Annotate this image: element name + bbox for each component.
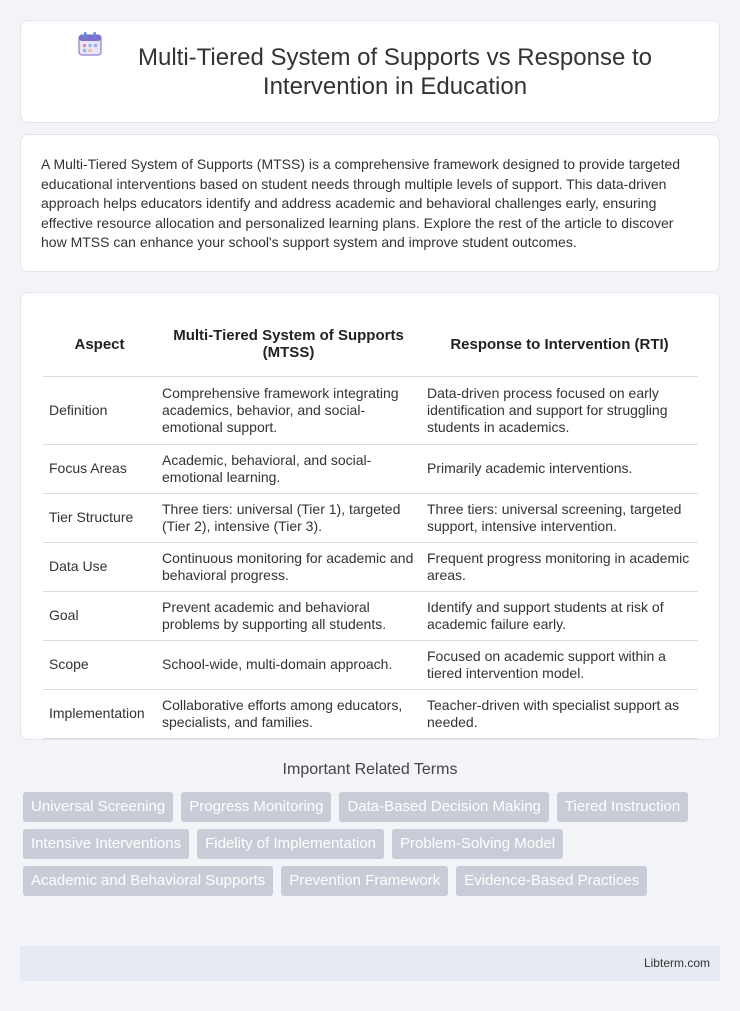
term-tag[interactable]: Prevention Framework (281, 866, 448, 896)
term-tag[interactable]: Fidelity of Implementation (197, 829, 384, 859)
related-terms-list (23, 792, 723, 903)
term-tag[interactable]: Universal Screening (23, 792, 173, 822)
footer-site-link[interactable]: Libterm.com (643, 956, 710, 970)
mtss-cell: Comprehensive framework integrating academics, behavior, and social-emotional support. (156, 376, 421, 444)
table-row (43, 493, 698, 542)
mtss-cell: Three tiers: universal (Tier 1), targeted (Tier 2), intensive (Tier 3). (156, 493, 421, 542)
mtss-cell: Continuous monitoring for academic and behavioral progress. (156, 542, 421, 591)
aspect-cell: Tier Structure (43, 493, 156, 542)
aspect-cell: Goal (43, 591, 156, 640)
page-title: Multi-Tiered System of Supports vs Response to Intervention in Education (138, 43, 652, 100)
calendar-icon (75, 29, 105, 59)
mtss-cell: School-wide, multi-domain approach. (156, 640, 421, 689)
footer (20, 946, 720, 981)
aspect-cell: Scope (43, 640, 156, 689)
table-row (43, 376, 698, 444)
header-aspect: Aspect (43, 313, 156, 376)
term-tag[interactable]: Progress Monitoring (181, 792, 331, 822)
table-row (43, 444, 698, 493)
aspect-cell: Implementation (43, 689, 156, 738)
mtss-cell: Prevent academic and behavioral problems by supporting all students. (156, 591, 421, 640)
rti-cell: Frequent progress monitoring in academic areas. (421, 542, 698, 591)
title-card (20, 20, 720, 123)
table-row (43, 591, 698, 640)
intro-card (20, 134, 720, 272)
header-rti: Response to Intervention (RTI) (421, 313, 698, 376)
table-row (43, 542, 698, 591)
aspect-cell: Focus Areas (43, 444, 156, 493)
aspect-cell: Data Use (43, 542, 156, 591)
rti-cell: Primarily academic interventions. (421, 444, 698, 493)
mtss-cell: Collaborative efforts among educators, specialists, and families. (156, 689, 421, 738)
term-tag[interactable]: Evidence-Based Practices (456, 866, 647, 896)
comparison-card (20, 292, 720, 740)
term-tag[interactable]: Data-Based Decision Making (339, 792, 548, 822)
table-row (43, 640, 698, 689)
aspect-cell: Definition (43, 376, 156, 444)
rti-cell: Data-driven process focused on early identification and support for struggling students in academics. (421, 376, 698, 444)
title-wrap (75, 43, 665, 101)
table-header-row (43, 313, 698, 376)
term-tag[interactable]: Academic and Behavioral Supports (23, 866, 273, 896)
comparison-table (43, 313, 698, 739)
rti-cell: Teacher-driven with specialist support as needed. (421, 689, 698, 738)
header-mtss: Multi-Tiered System of Supports (MTSS) (156, 313, 421, 376)
rti-cell: Identify and support students at risk of academic failure early. (421, 591, 698, 640)
rti-cell: Three tiers: universal screening, targeted support, intensive intervention. (421, 493, 698, 542)
term-tag[interactable]: Intensive Interventions (23, 829, 189, 859)
table-row (43, 689, 698, 738)
rti-cell: Focused on academic support within a tiered intervention model. (421, 640, 698, 689)
mtss-cell: Academic, behavioral, and social-emotional learning. (156, 444, 421, 493)
term-tag[interactable]: Tiered Instruction (557, 792, 688, 822)
term-tag[interactable]: Problem-Solving Model (392, 829, 563, 859)
related-terms-heading: Important Related Terms (282, 761, 458, 778)
intro-paragraph: A Multi-Tiered System of Supports (MTSS) is a comprehensive framework designed to provide targeted educational interventions based on student needs through multiple levels of support. This data-driven approach helps educators identify and address academic and behavioral challenges early, ensuring effective resource allocation and personalized learning plans. Explore the rest of the article to discover how MTSS can enhance your school's support system and improve student outcomes. (41, 156, 681, 250)
